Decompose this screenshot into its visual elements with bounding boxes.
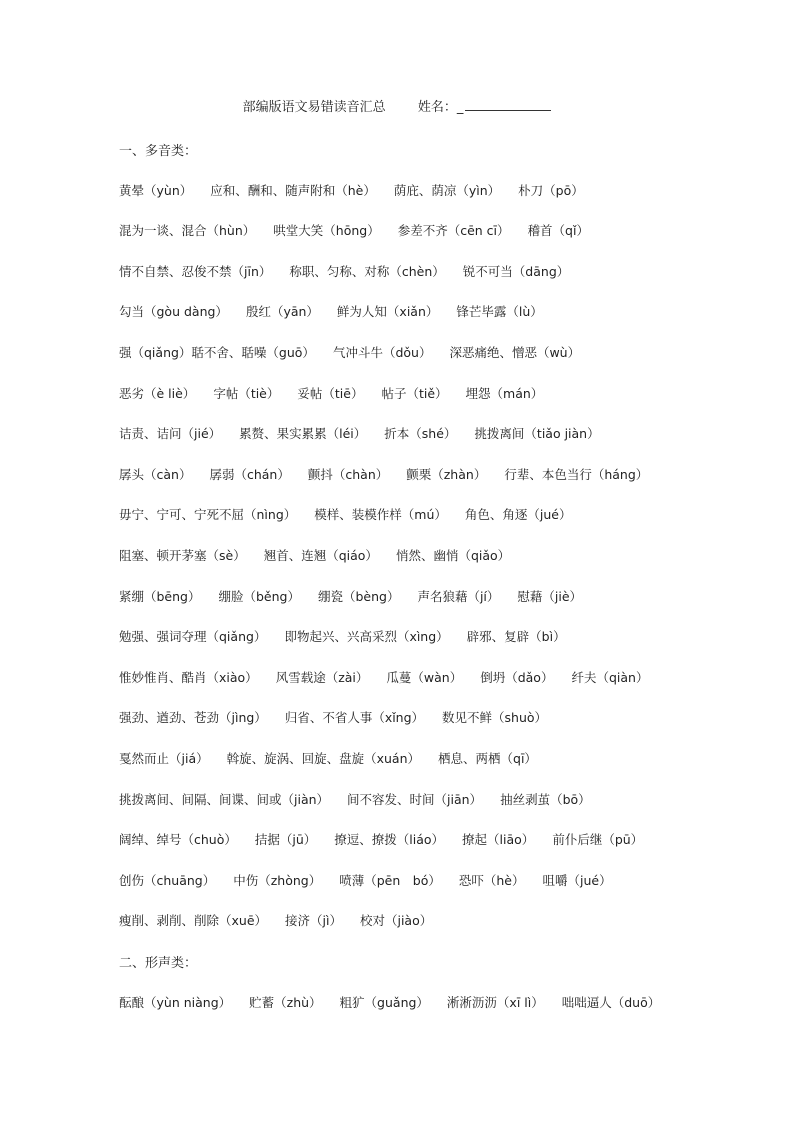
pinyin-line — [119, 221, 589, 239]
pinyin-item: 间不容发、时间（jiān） — [347, 791, 483, 807]
pinyin-line — [119, 546, 510, 564]
pinyin-line — [119, 668, 648, 686]
pinyin-item: 黄晕（yùn） — [119, 182, 193, 198]
pinyin-item: 折本（shé） — [384, 426, 457, 442]
pinyin-item: 阔绰、绰号（chuò） — [119, 832, 237, 848]
pinyin-item: 埋怨（mán） — [465, 385, 544, 401]
pinyin-item: 勾当（gòu dàng） — [119, 304, 228, 320]
pinyin-item: 声名狼藉（jí） — [417, 588, 500, 604]
pinyin-item: 孱弱（chán） — [209, 466, 290, 482]
pinyin-item: 妥帖（tiē） — [297, 385, 364, 401]
pinyin-item: 角色、角逐（jué） — [464, 507, 572, 523]
pinyin-item: 恐吓（hè） — [458, 872, 525, 888]
pinyin-line — [119, 627, 566, 645]
pinyin-item: 惟妙惟肖、酷肖（xiào） — [119, 669, 258, 685]
pinyin-item: 悄然、幽悄（qiǎo） — [395, 548, 511, 563]
section-heading: 一、多音类： — [119, 144, 198, 159]
pinyin-item: 戛然而止（jiá） — [119, 751, 209, 766]
pinyin-item: 撩起（liāo） — [462, 832, 535, 848]
pinyin-item: 绷瓷（bèng） — [317, 588, 400, 604]
pinyin-item: 孱头（càn） — [119, 466, 192, 482]
pinyin-item: 斡旋、旋涡、回旋、盘旋（xuán） — [226, 751, 421, 766]
pinyin-item: 情不自禁、忍俊不禁（jīn） — [119, 263, 272, 279]
pinyin-item: 风雪载途（zài） — [275, 669, 369, 685]
pinyin-line — [119, 505, 571, 523]
section-heading: 二、形声类： — [119, 956, 198, 971]
pinyin-line — [119, 302, 543, 320]
pinyin-item: 挑拨离间、间隔、间谍、间或（jiàn） — [119, 791, 330, 807]
pinyin-line — [119, 343, 580, 361]
pinyin-item: 强劲、遒劲、苍劲（jìng） — [119, 710, 267, 726]
pinyin-item: 哄堂大笑（hōng） — [273, 223, 380, 239]
pinyin-line — [119, 587, 582, 605]
pinyin-item: 应和、酬和、随声附和（hè） — [210, 182, 376, 198]
pinyin-item: 抽丝剥茧（bō） — [500, 791, 591, 807]
pinyin-item: 参差不齐（cēn cī） — [397, 223, 510, 239]
pinyin-item: 字帖（tiè） — [213, 385, 280, 401]
pinyin-line — [119, 911, 432, 929]
pinyin-line — [119, 465, 648, 483]
pinyin-item: 深恶痛绝、憎恶（wù） — [449, 345, 581, 360]
pinyin-item: 锐不可当（dāng） — [462, 263, 570, 279]
pinyin-item: 勉强、强词夺理（qiǎng） — [119, 629, 267, 645]
pinyin-item: 颤栗（zhàn） — [406, 466, 487, 482]
pinyin-item: 粗犷（guǎng） — [339, 994, 429, 1010]
pinyin-item: 校对（jiào） — [359, 913, 433, 929]
pinyin-item: 恶劣（è liè） — [119, 385, 196, 401]
pinyin-item: 朴刀（pō） — [518, 182, 584, 198]
pinyin-item: 淅淅沥沥（xī lì） — [446, 994, 544, 1010]
pinyin-item: 倒坍（dǎo） — [480, 669, 554, 685]
pinyin-item: 贮蓄（zhù） — [249, 994, 322, 1010]
pinyin-item: 颤抖（chàn） — [307, 466, 389, 482]
pinyin-item: 拮据（jū） — [254, 832, 317, 848]
pinyin-line — [119, 181, 584, 199]
pinyin-item: 鲜为人知（xiǎn） — [336, 304, 439, 320]
pinyin-item: 喷薄（pēn bó） — [339, 872, 441, 888]
pinyin-line — [119, 871, 612, 889]
pinyin-item: 撩逗、撩拨（liáo） — [334, 832, 445, 848]
pinyin-item: 毋宁、宁可、宁死不屈（nìng） — [119, 507, 297, 523]
pinyin-item: 绷脸（běng） — [218, 588, 300, 604]
pinyin-item: 接济（jì） — [285, 913, 342, 929]
pinyin-line — [119, 790, 591, 808]
document-title: 部编版语文易错读音汇总 — [242, 100, 386, 115]
name-blank-line — [465, 99, 551, 111]
pinyin-item: 紧绷（bēng） — [119, 588, 201, 604]
pinyin-item: 翘首、连翘（qiáo） — [263, 548, 378, 563]
pinyin-item: 酝酿（yùn niàng） — [119, 994, 232, 1010]
pinyin-item: 殷红（yān） — [245, 304, 319, 320]
pinyin-item: 即物起兴、兴高采烈（xìng） — [284, 629, 449, 645]
pinyin-item: 慰藉（jiè） — [517, 588, 583, 604]
pinyin-line — [119, 749, 537, 767]
pinyin-item: 中伤（zhòng） — [233, 872, 322, 888]
pinyin-line — [119, 708, 547, 726]
name-label: 姓名：_ — [417, 100, 464, 115]
pinyin-item: 行辈、本色当行（háng） — [504, 466, 649, 482]
pinyin-item: 创伤（chuāng） — [119, 872, 216, 888]
pinyin-item: 辟邪、复辟（bì） — [466, 629, 566, 645]
pinyin-item: 纤夫（qiàn） — [571, 669, 649, 685]
title-row — [0, 96, 794, 115]
pinyin-item: 前仆后继（pū） — [552, 832, 644, 848]
pinyin-item: 阻塞、顿开茅塞（sè） — [119, 548, 246, 563]
pinyin-item: 归省、不省人事（xǐng） — [284, 710, 425, 726]
pinyin-item: 瓜蔓（wàn） — [386, 669, 463, 685]
pinyin-line — [119, 993, 660, 1011]
pinyin-line — [119, 384, 543, 402]
pinyin-item: 稽首（qǐ） — [527, 223, 589, 239]
pinyin-item: 咀嚼（jué） — [542, 872, 612, 888]
pinyin-line — [119, 262, 569, 280]
pinyin-item: 强（qiǎng）聒不舍、聒噪（guō） — [119, 345, 315, 360]
pinyin-item: 称职、匀称、对称（chèn） — [289, 263, 445, 279]
pinyin-line — [119, 424, 600, 442]
pinyin-item: 瘦削、剥削、削除（xuē） — [119, 913, 268, 929]
pinyin-item: 帖子（tiě） — [381, 385, 448, 401]
pinyin-line — [119, 830, 643, 848]
pinyin-item: 锋芒毕露（lù） — [456, 304, 543, 320]
pinyin-item: 混为一谈、混合（hùn） — [119, 223, 256, 239]
pinyin-item: 挑拨离间（tiǎo jiàn） — [474, 426, 600, 442]
pinyin-item: 栖息、两栖（qī） — [438, 751, 537, 766]
pinyin-item: 荫庇、荫凉（yìn） — [393, 182, 501, 198]
pinyin-item: 模样、装模作样（mú） — [314, 507, 447, 523]
pinyin-item: 累赘、果实累累（léi） — [239, 426, 367, 442]
pinyin-item: 数见不鲜（shuò） — [442, 710, 548, 726]
pinyin-item: 诘责、诘问（jié） — [119, 426, 222, 442]
pinyin-item: 气冲斗牛（dǒu） — [332, 345, 432, 360]
pinyin-item: 咄咄逼人（duō） — [561, 994, 661, 1010]
